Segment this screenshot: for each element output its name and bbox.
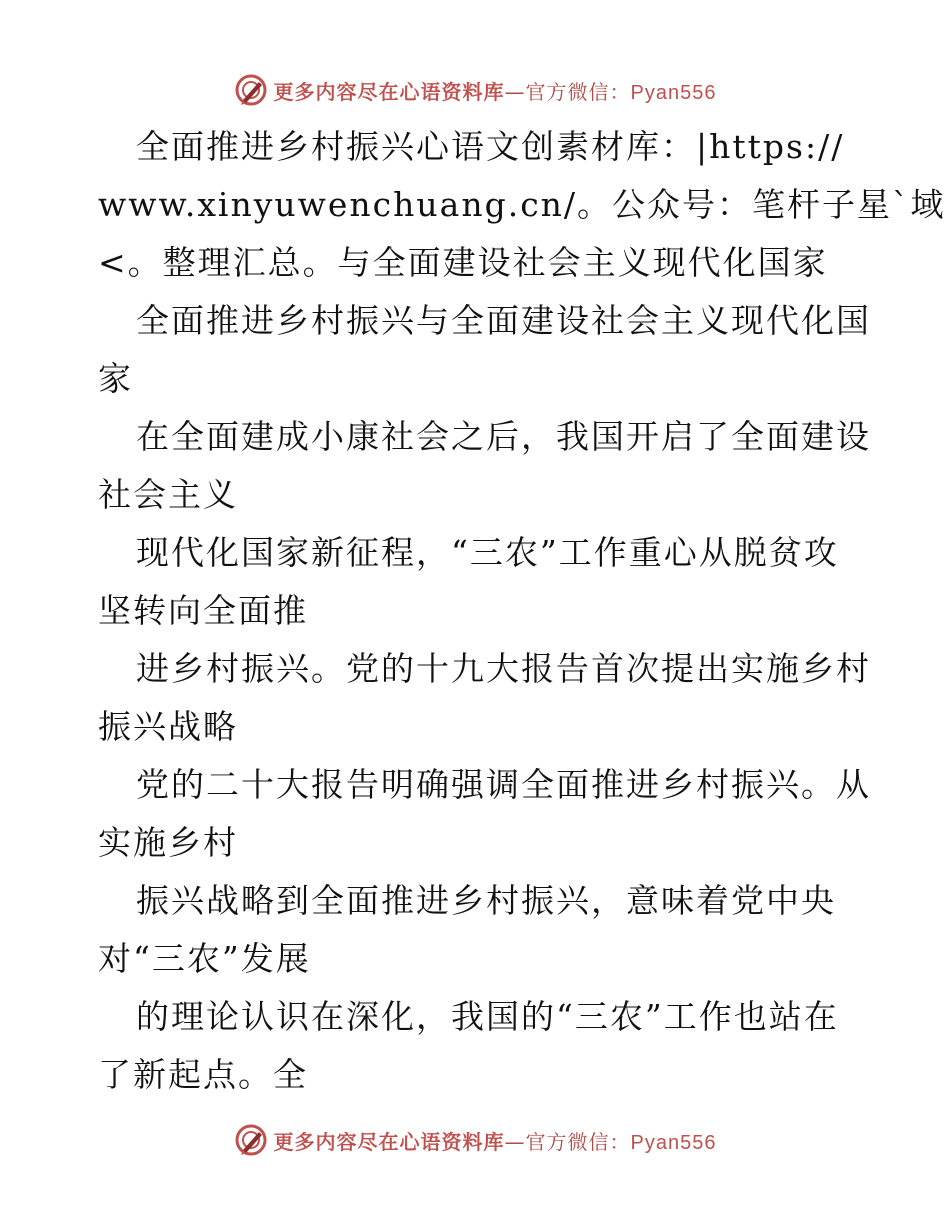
body-line: 进乡村振兴。党的十九大报告首次提出实施乡村 bbox=[136, 649, 871, 688]
footer-dash: — bbox=[504, 1129, 526, 1154]
footer-banner bbox=[0, 1120, 950, 1160]
body-line: 全面推进乡村振兴与全面建设社会主义现代化国 bbox=[136, 301, 871, 340]
footer-banner-text bbox=[274, 1126, 717, 1155]
pen-logo-icon bbox=[234, 73, 268, 107]
body-line: 在全面建成小康社会之后，我国开启了全面建设 bbox=[136, 417, 871, 456]
body-line: 党的二十大报告明确强调全面推进乡村振兴。从 bbox=[136, 765, 871, 804]
header-wechat-id: Pyan556 bbox=[630, 81, 717, 104]
body-line: 实施乡村 bbox=[98, 823, 238, 862]
body-line: 对“三农”发展 bbox=[98, 939, 311, 978]
body-line: 振兴战略到全面推进乡村振兴，意味着党中央 bbox=[136, 881, 836, 920]
header-banner bbox=[0, 70, 950, 110]
body-line: 社会主义 bbox=[98, 475, 238, 514]
body-line: <。整理汇总。与全面建设社会主义现代化国家 bbox=[98, 243, 828, 282]
body-line: www.xinyuwenchuang.cn/。公众号：笔杆子星`域 bbox=[98, 185, 946, 224]
header-brand: 更多内容尽在心语资料库 bbox=[273, 79, 505, 104]
body-line: 的理论认识在深化，我国的“三农”工作也站在 bbox=[136, 997, 839, 1036]
body-line: 坚转向全面推 bbox=[98, 591, 308, 630]
body-line: 了新起点。全 bbox=[98, 1055, 308, 1094]
footer-wechat-id: Pyan556 bbox=[630, 1131, 717, 1154]
body-line: 振兴战略 bbox=[98, 707, 238, 746]
header-wechat-label: 官方微信： bbox=[525, 79, 631, 104]
footer-brand: 更多内容尽在心语资料库 bbox=[273, 1129, 505, 1154]
pen-logo-icon bbox=[234, 1123, 268, 1157]
footer-wechat-label: 官方微信： bbox=[525, 1129, 631, 1154]
header-banner-text bbox=[274, 76, 717, 105]
document-body bbox=[98, 118, 946, 1104]
body-line: 家 bbox=[98, 359, 133, 398]
body-line: 现代化国家新征程，“三农”工作重心从脱贫攻 bbox=[136, 533, 839, 572]
body-line: 全面推进乡村振兴心语文创素材库：|https:// bbox=[136, 127, 845, 166]
header-dash: — bbox=[504, 79, 526, 104]
